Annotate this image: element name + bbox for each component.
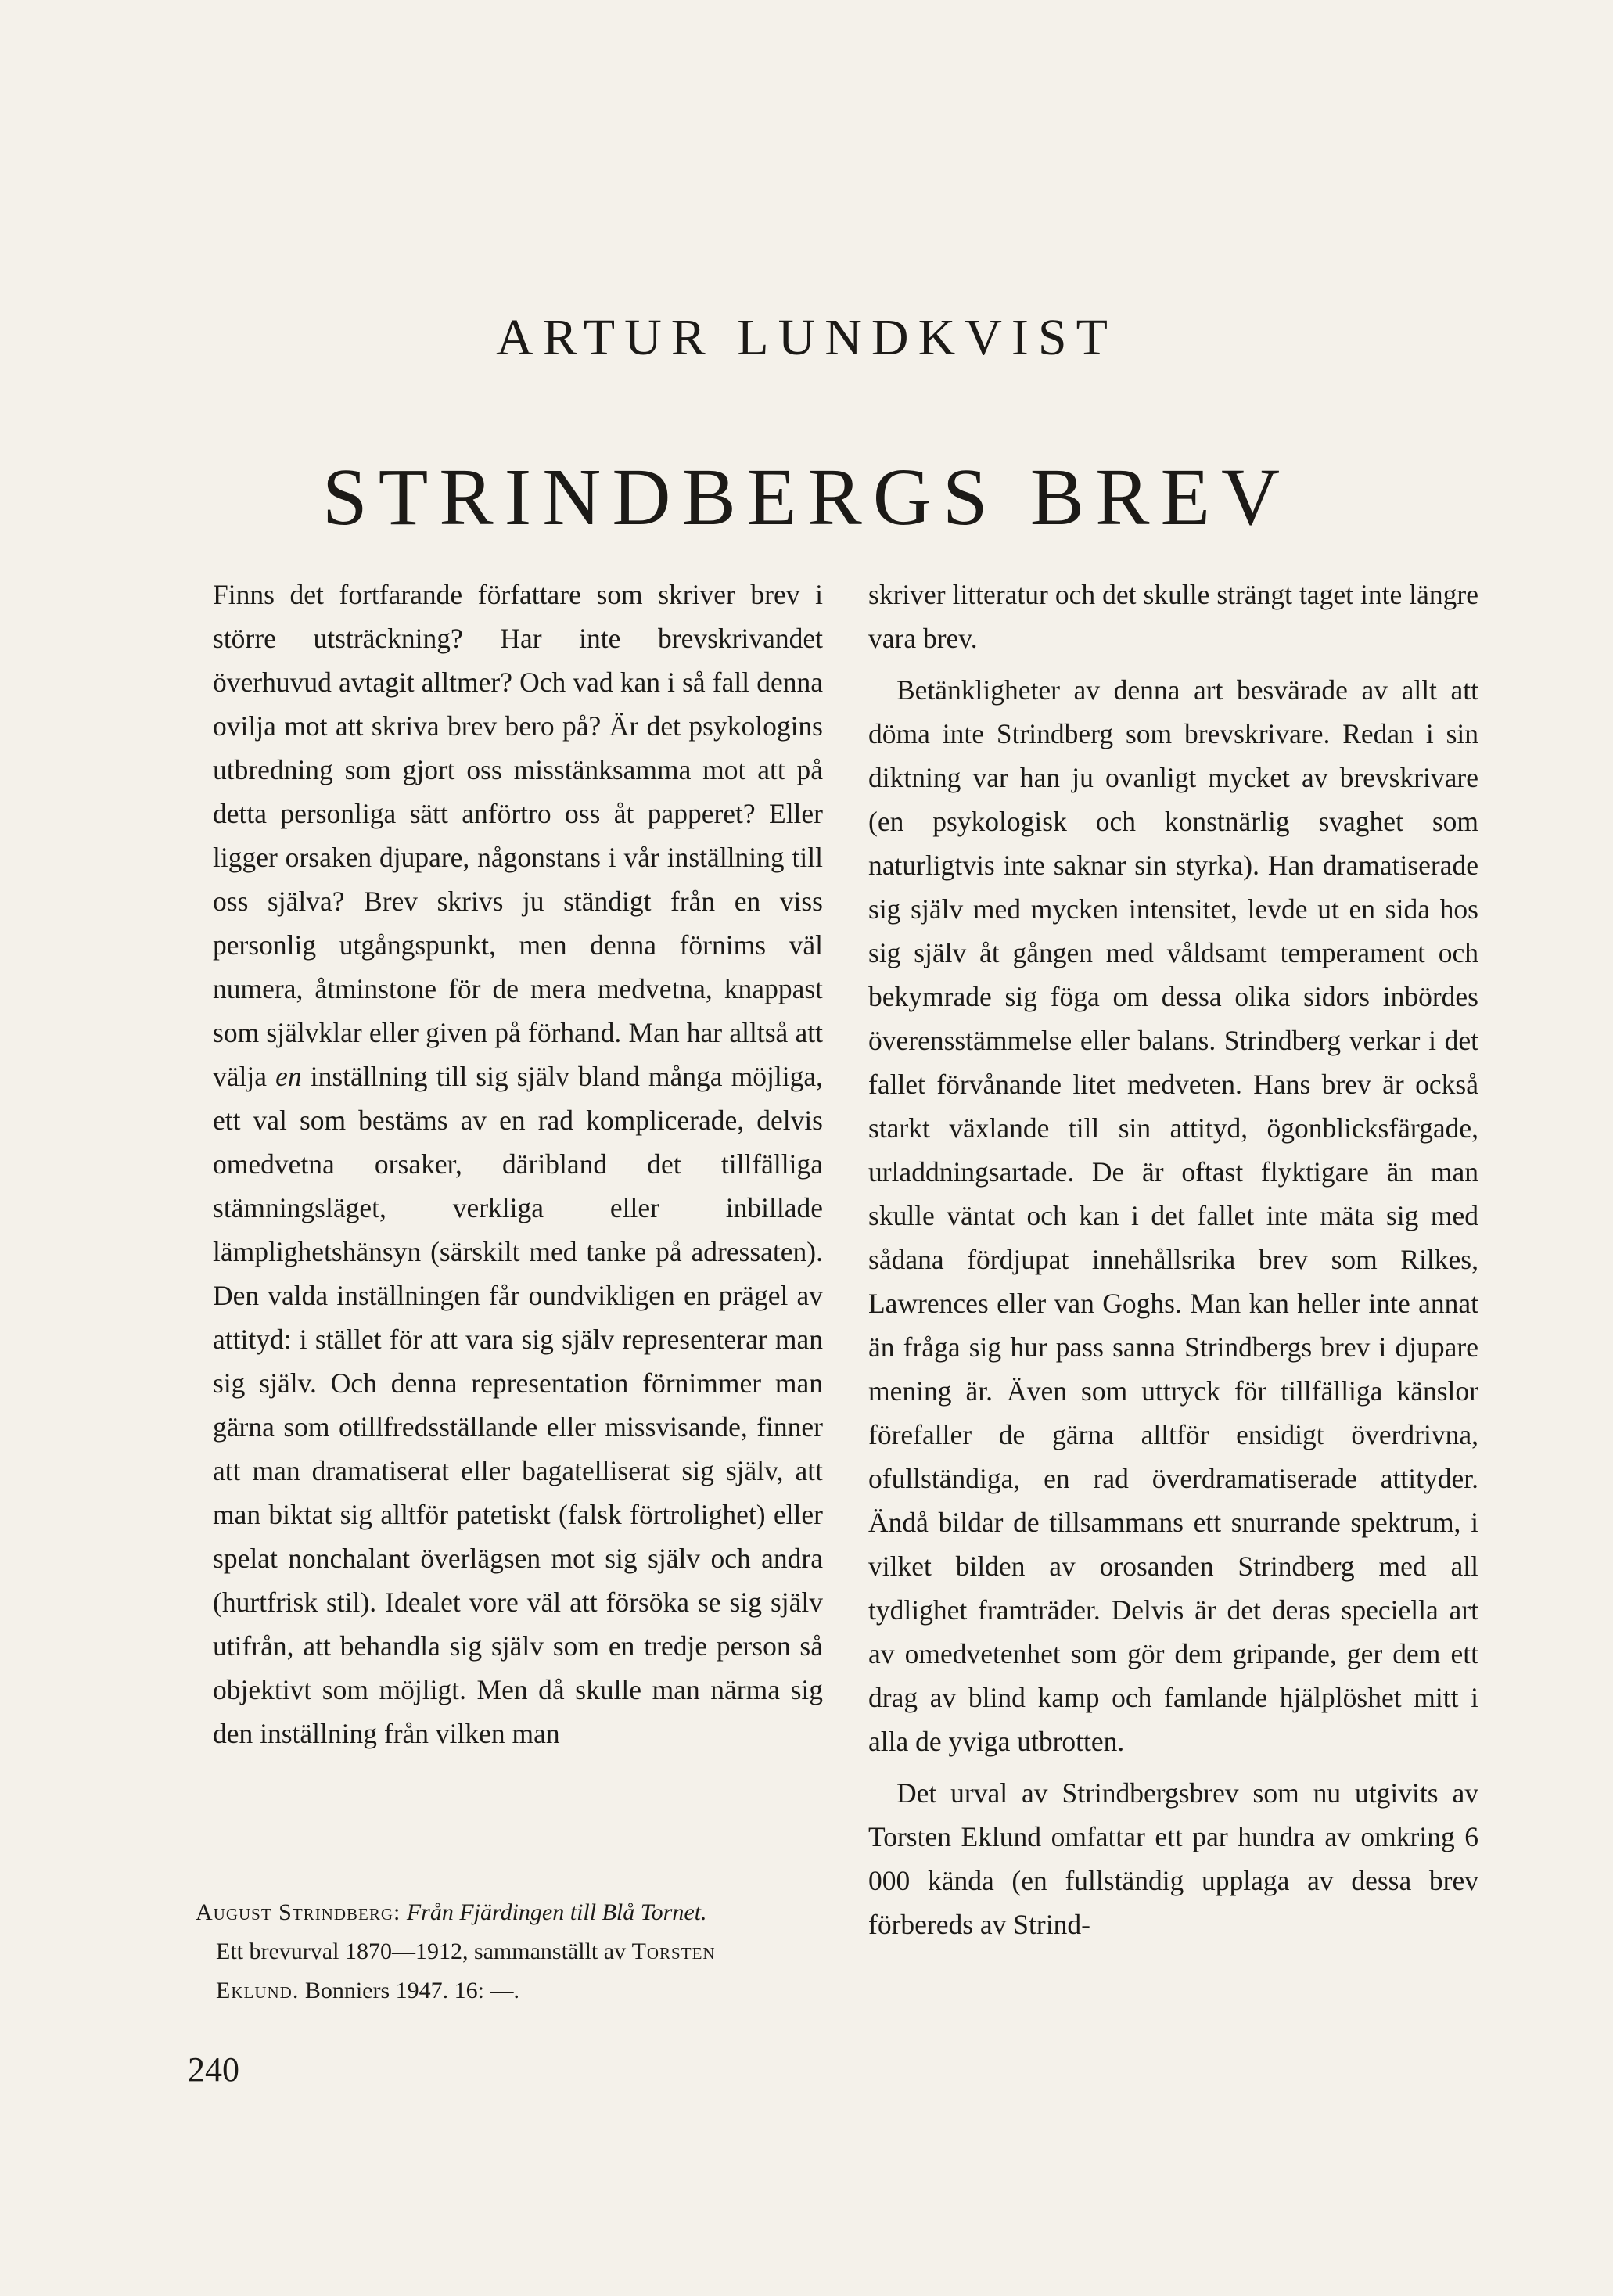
- right-column: [868, 573, 1478, 1946]
- right-paragraph-2: Betänkligheter av denna art besvärade av allt att döma inte Strindberg som brevskrivare. Redan i sin diktning var han ju ovanligt mycket av brevskrivare (en psykologisk och konstnärlig svaghet som naturligtvis inte saknar sin styrka). Han dramatiserade sig själv med mycken intensitet, levde ut en sida hos sig själv åt gången med våldsamt temperament och bekymrade sig föga om dessa olika sidors inbördes överensstämmelse eller balans. Strindberg verkar i det fallet förvånande litet medveten. Hans brev är också starkt växlande till sin attityd, ögonblicksfärgade, urladdningsartade. De är oftast flyktigare än man skulle väntat och kan i det fallet inte mäta sig med sådana fördjupat innehållsrika brev som Rilkes, Lawrences eller van Goghs. Man kan heller inte annat än fråga sig hur pass sanna Strindbergs brev i djupare mening är. Även som uttryck för tillfälliga känslor förefaller de gärna alltför ensidigt överdrivna, ofullständiga, en rad överdramatiserade attityder. Ändå bildar de tillsammans ett snurrande spektrum, i vilket bilden av orosanden Strindberg med all tydlighet framträder. Delvis är det deras speciella art av omedvetenhet som gör dem gripande, ger dem ett drag av blind kamp och famlande hjälplöshet mitt i alla de yviga utbrotten.: [868, 674, 1478, 1757]
- footnote-line-1: [196, 1893, 821, 1932]
- right-paragraph-3: Det urval av Strindbergsbrev som nu utgivits av Torsten Eklund omfattar ett par hundra av omkring 6 000 kända (en fullständig upplaga av dessa brev förbereds av Strind-: [868, 1777, 1478, 1940]
- left-paragraph: [213, 573, 823, 1755]
- footnote-editor-first: Torsten: [631, 1938, 716, 1964]
- page-number: 240: [188, 2050, 239, 2089]
- footnote-line-3-text: Bonniers 1947. 16: —.: [304, 1978, 519, 2003]
- footnote-line-2-text: Ett brevurval 1870—1912, sammanställt av: [216, 1938, 627, 1964]
- footnote-line-2: [196, 1932, 821, 1971]
- bibliographic-footnote: [196, 1893, 821, 2010]
- footnote-book-title: Från Fjärdingen till Blå Tornet.: [406, 1899, 707, 1925]
- footnote-line-3: [196, 1971, 821, 2010]
- left-paragraph-text: Finns det fortfarande författare som skriver brev i större utsträckning? Har inte brevskrivandet överhuvud avtagit alltmer? Och vad kan i så fall denna ovilja mot att skriva brev bero på? Är det psykologins utbredning som gjort oss misstänksamma mot att på detta personliga sätt anförtro oss åt papperet? Eller ligger orsaken djupare, någonstans i vår inställning till oss själva? Brev skrivs ju ständigt från en viss personlig utgångspunkt, men denna förnims väl numera, åtminstone för de mera medvetna, knappast som självklar eller given på förhand. Man har alltså att välja: [213, 579, 823, 1092]
- left-column: [213, 573, 823, 1755]
- emphasis-en: en: [275, 1061, 302, 1092]
- footnote-editor-last: Eklund.: [216, 1978, 300, 2003]
- left-paragraph-continuation: inställning till sig själv bland många möjliga, ett val som bestäms av en rad komplicerade, delvis omedvetna orsaker, däribland det tillfälliga stämningsläget, verkliga eller inbillade lämplighetshänsyn (särskilt med tanke på adressaten). Den valda inställningen får oundvikligen en prägel av attityd: i stället för att vara sig själv representerar man sig själv. Och denna representation förnimmer man gärna som otillfredsställande eller missvisande, finner att man dramatiserat eller bagatelliserat sig själv, att man biktat sig alltför patetiskt (falsk förtrolighet) eller spelat nonchalant överlägsen mot sig själv och andra (hurtfrisk stil). Idealet vore väl att försöka se sig själv utifrån, att behandla sig själv som en tredje person så objektivt som möjligt. Men då skulle man närma sig den inställning från vilken man: [213, 1061, 824, 1749]
- footnote-author: August Strindberg:: [196, 1899, 401, 1925]
- right-paragraph-1: skriver litteratur och det skulle strängt taget inte längre vara brev.: [868, 579, 1478, 654]
- author-name: ARTUR LUNDKVIST: [496, 309, 1117, 367]
- article-title: STRINDBERGS BREV: [322, 452, 1291, 543]
